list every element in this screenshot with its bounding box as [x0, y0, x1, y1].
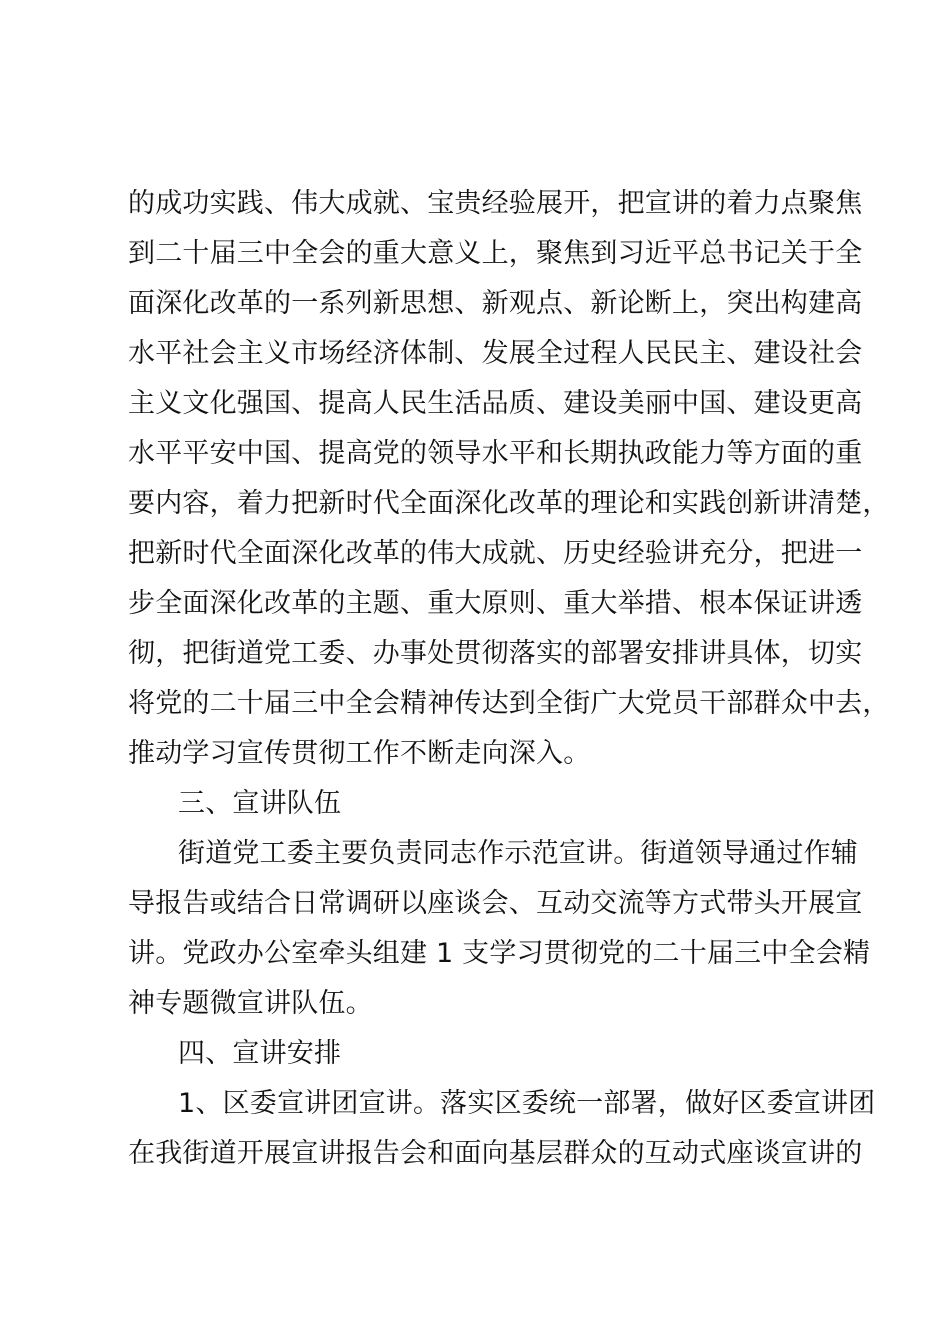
paragraph-line: 将党的二十届三中全会精神传达到全街广大党员干部群众中去，: [128, 688, 890, 719]
paragraph-line: 彻，把街道党工委、办事处贯彻落实的部署安排讲具体，切实: [128, 638, 863, 669]
paragraph-line: 导报告或结合日常调研以座谈会、互动交流等方式带头开展宣: [128, 888, 863, 919]
paragraph-line: 在我街道开展宣讲报告会和面向基层群众的互动式座谈宣讲的: [128, 1138, 863, 1169]
paragraph-line: 神专题微宣讲队伍。: [128, 988, 373, 1019]
paragraph-line: 到二十届三中全会的重大意义上，聚焦到习近平总书记关于全: [128, 238, 863, 269]
section-heading: 三、宣讲队伍: [178, 788, 342, 819]
paragraph-line: 步全面深化改革的主题、重大原则、重大举措、根本保证讲透: [128, 588, 863, 619]
paragraph-line: 水平平安中国、提高党的领导水平和长期执政能力等方面的重: [128, 438, 863, 469]
paragraph-line: 主义文化强国、提高人民生活品质、建设美丽中国、建设更高: [128, 388, 863, 419]
paragraph-line: 要内容，着力把新时代全面深化改革的理论和实践创新讲清楚，: [128, 488, 890, 519]
paragraph-line: 1、区委宣讲团宣讲。落实区委统一部署，做好区委宣讲团: [178, 1088, 876, 1119]
paragraph-line: 水平社会主义市场经济体制、发展全过程人民民主、建设社会: [128, 338, 863, 369]
paragraph-line: 街道党工委主要负责同志作示范宣讲。街道领导通过作辅: [178, 838, 858, 869]
section-heading: 四、宣讲安排: [178, 1038, 342, 1069]
paragraph-line: 面深化改革的一系列新思想、新观点、新论断上，突出构建高: [128, 288, 863, 319]
paragraph-line: 讲。党政办公室牵头组建 1 支学习贯彻党的二十届三中全会精: [128, 938, 871, 969]
paragraph-line: 把新时代全面深化改革的伟大成就、历史经验讲充分，把进一: [128, 538, 863, 569]
paragraph-line: 的成功实践、伟大成就、宝贵经验展开，把宣讲的着力点聚焦: [128, 188, 863, 219]
paragraph-line: 推动学习宣传贯彻工作不断走向深入。: [128, 738, 591, 769]
